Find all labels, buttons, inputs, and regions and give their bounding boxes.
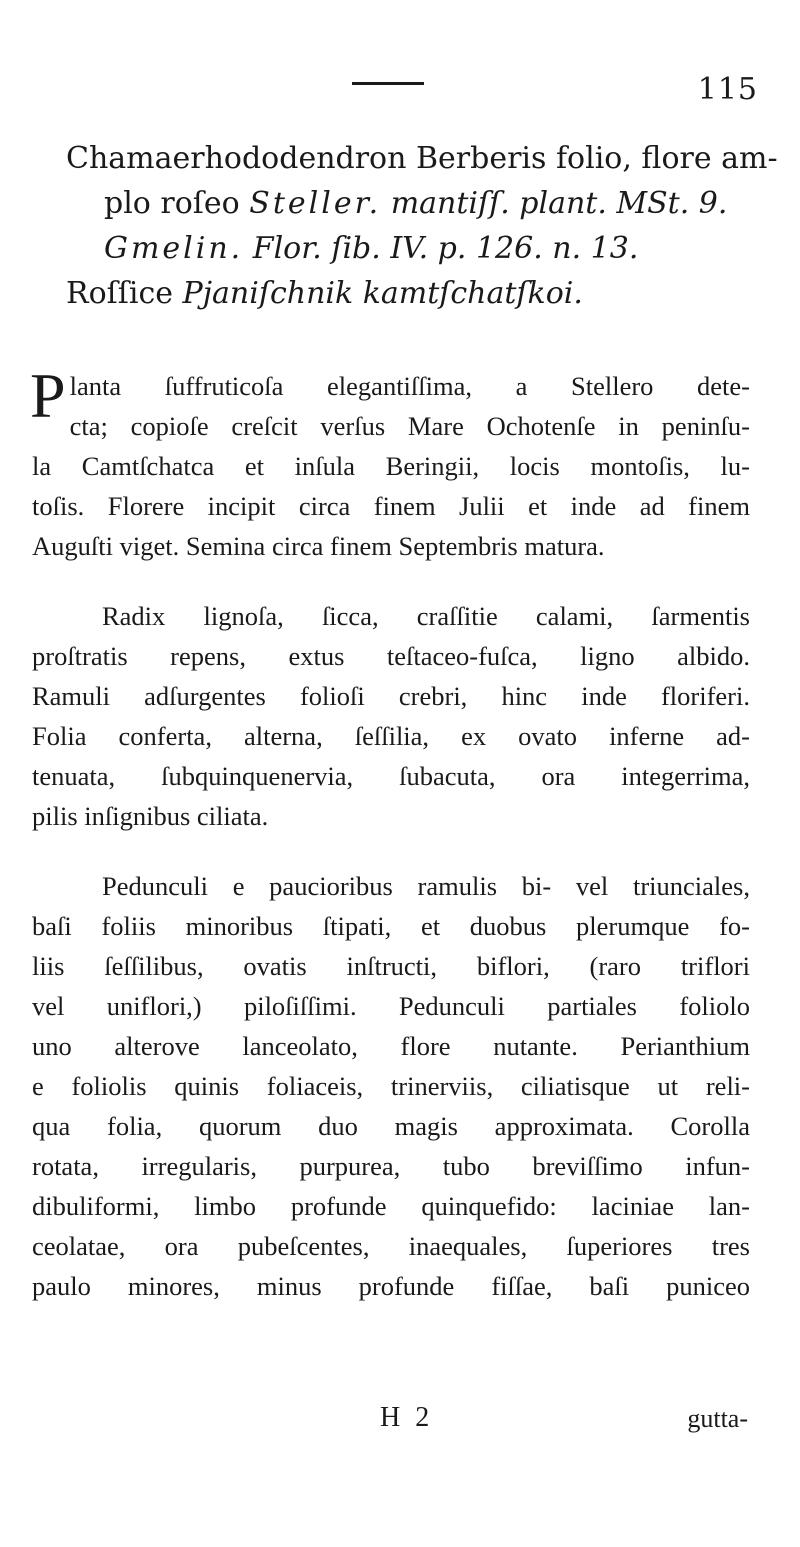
- text-line: la Camtſchatca et inſula Beringii, locis montoſis, lu-: [32, 451, 750, 481]
- author-name: Gmelin.: [104, 231, 244, 266]
- text-line: rotata, irregularis, purpurea, tubo breviſſimo infun-: [32, 1151, 750, 1181]
- text-line: cta; copioſe creſcit verſus Mare Ochotenſe in peninſu-: [69, 411, 750, 441]
- text-line: lanta ſuffruticoſa elegantiſſima, a Stellero dete-: [69, 371, 750, 401]
- text-line: Pedunculi e paucioribus ramulis bi- vel triunciales,: [102, 871, 750, 901]
- paragraph-gap: [32, 836, 750, 866]
- reference-text: Flor. ſib. IV. p. 126. n. 13.: [243, 231, 639, 266]
- synonymy-text: plo roſeo: [104, 186, 250, 221]
- text-line: toſis. Florere incipit circa finem Julii et inde ad finem: [32, 491, 750, 521]
- synonymy-text: Chamaerhododendron Berberis folio, flore am-: [66, 141, 778, 176]
- vernacular-name: Pjaniſchnik kamtſchatſkoi.: [182, 276, 583, 311]
- text-line: dibuliformi, limbo profunde quinquefido: laciniae lan-: [32, 1191, 750, 1221]
- text-line: proſtratis repens, extus teſtaceo-fuſca, ligno albido.: [32, 641, 750, 671]
- synonymy-text: Roſſice: [66, 276, 183, 311]
- signature-mark: H 2: [380, 1402, 434, 1433]
- description-text: [30, 360, 750, 1306]
- text-line: uno alterove lanceolato, flore nutante. Perianthium: [32, 1031, 750, 1061]
- text-line: e foliolis quinis foliaceis, trinerviis, ciliatisque ut reli-: [32, 1071, 750, 1101]
- text-line: Folia conferta, alterna, ſeſſilia, ex ovato inferne ad-: [32, 721, 750, 751]
- synonymy-block: [66, 136, 778, 316]
- synonymy-line: [66, 226, 766, 271]
- catchword: gutta-: [687, 1404, 748, 1433]
- text-line: qua folia, quorum duo magis approximata. Corolla: [32, 1111, 750, 1141]
- text-line: Auguſti viget. Semina circa finem Septembris matura.: [32, 531, 605, 561]
- author-name: Steller.: [249, 186, 382, 221]
- text-line: paulo minores, minus profunde fiſſae, baſi puniceo: [32, 1271, 750, 1301]
- page-number: 115: [697, 72, 758, 107]
- synonymy-line: [66, 271, 766, 316]
- text-line: ceolatae, ora pubeſcentes, inaequales, ſuperiores tres: [32, 1231, 750, 1261]
- text-line: vel uniflori,) piloſiſſimi. Pedunculi partiales foliolo: [32, 991, 750, 1021]
- synonymy-line: [66, 181, 766, 226]
- text-line: Ramuli adſurgentes folioſi crebri, hinc inde floriferi.: [32, 681, 750, 711]
- paragraph-gap: [32, 566, 750, 596]
- text-line: tenuata, ſubquinquenervia, ſubacuta, ora integerrima,: [32, 761, 750, 791]
- text-line: pilis inſignibus ciliata.: [32, 801, 269, 831]
- header-rule: [352, 82, 424, 85]
- text-line: Radix lignoſa, ſicca, craſſitie calami, ſarmentis: [102, 601, 750, 631]
- drop-cap: P: [30, 360, 66, 431]
- synonymy-line: [66, 136, 778, 181]
- text-line: baſi foliis minoribus ſtipati, et duobus plerumque fo-: [32, 911, 750, 941]
- text-line: liis ſeſſilibus, ovatis inſtructi, biflori, (raro triflori: [32, 951, 750, 981]
- reference-text: mantiſſ. plant. MSt. 9.: [381, 186, 728, 221]
